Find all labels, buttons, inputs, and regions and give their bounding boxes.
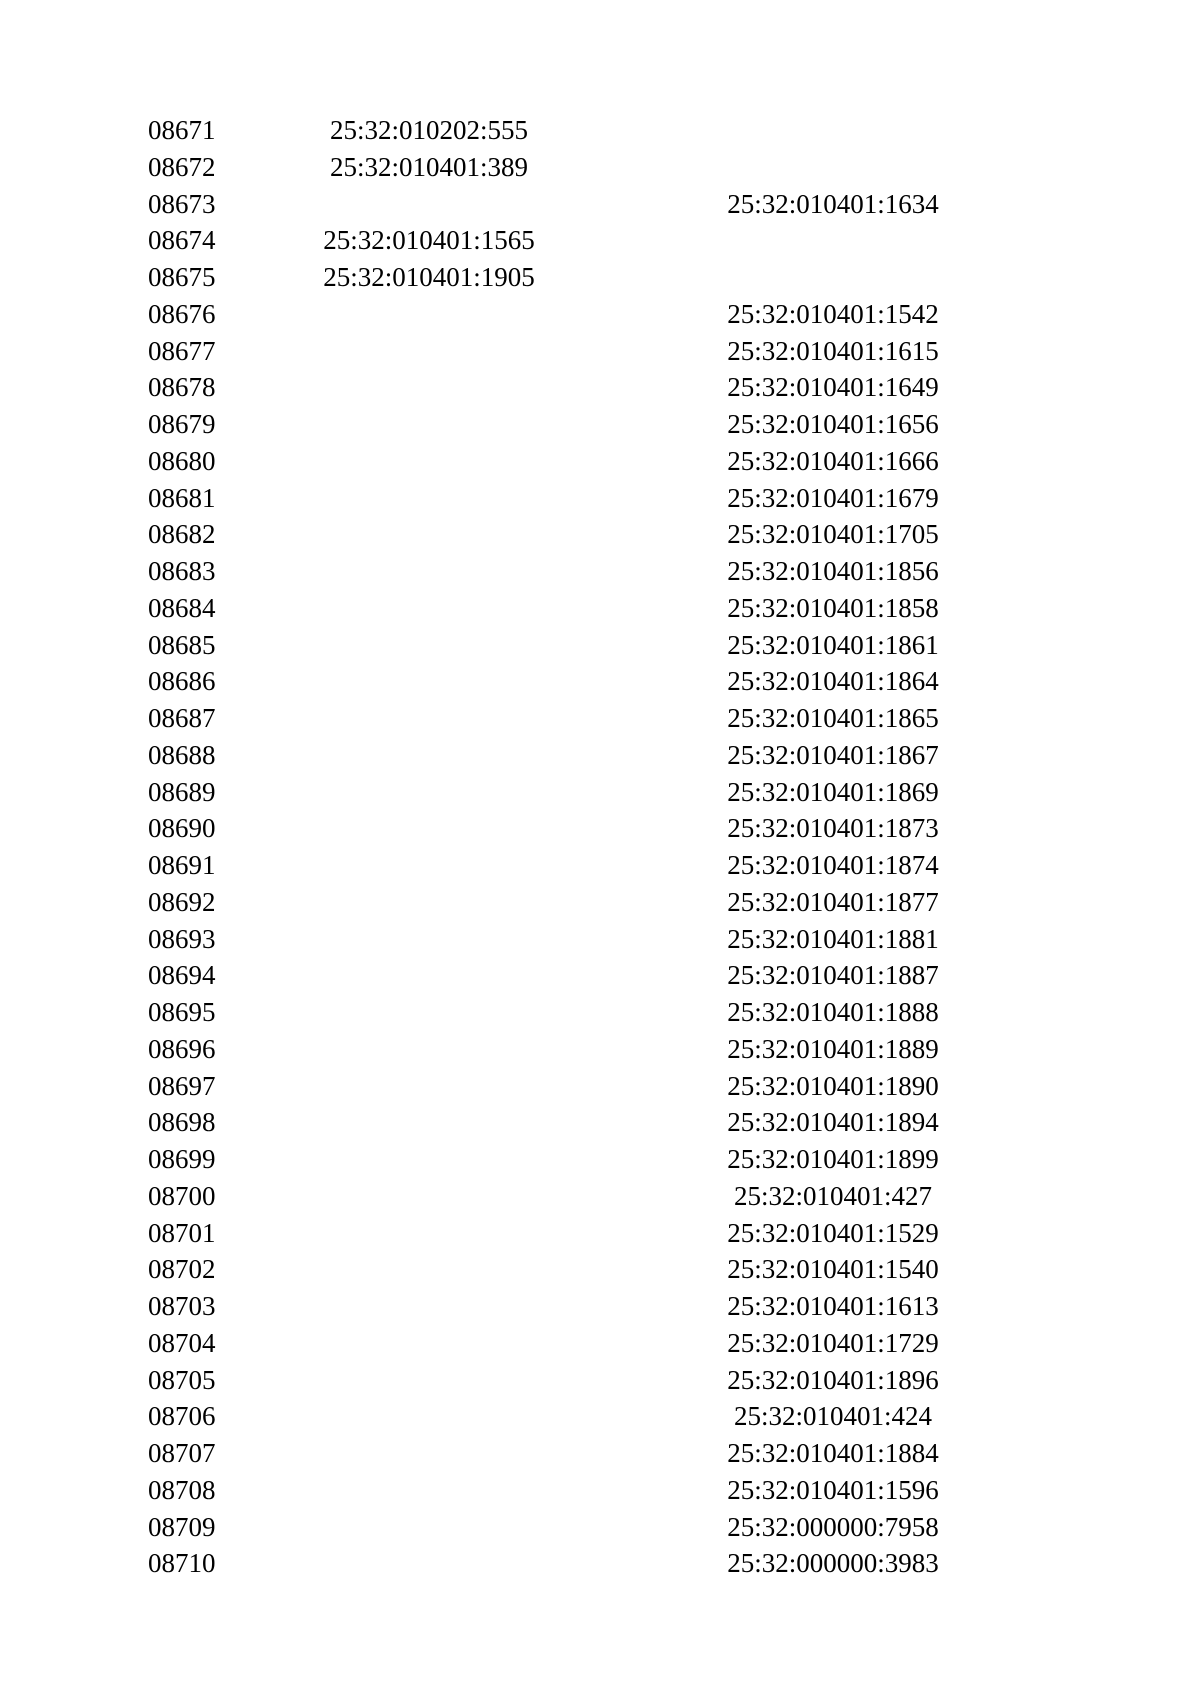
table-row <box>0 1545 1200 1582</box>
cadastral-number-col-b: 25:32:010401:424 <box>733 1401 933 1432</box>
row-number: 08710 <box>148 1548 216 1579</box>
row-number: 08675 <box>148 262 216 292</box>
table-row <box>0 590 1200 627</box>
row-number: 08698 <box>148 1107 216 1138</box>
cadastral-number-col-b: 25:32:010401:1887 <box>727 960 939 991</box>
table-row <box>0 1288 1200 1325</box>
cadastral-number-col-b: 25:32:010401:1615 <box>727 335 939 366</box>
cadastral-number-col-b: 25:32:010401:1596 <box>727 1474 939 1505</box>
table-row <box>0 333 1200 370</box>
table-row <box>0 296 1200 333</box>
cadastral-number-col-b: 25:32:010401:1869 <box>727 776 939 807</box>
row-number: 08706 <box>148 1401 216 1432</box>
row-number: 08689 <box>148 776 216 807</box>
row-number: 08693 <box>148 923 216 954</box>
cadastral-number-col-b: 25:32:010401:1540 <box>727 1254 939 1285</box>
cadastral-number-col-b: 25:32:010401:1649 <box>727 372 939 403</box>
table-row <box>0 1325 1200 1362</box>
cadastral-number-col-b: 25:32:010401:1873 <box>727 813 939 844</box>
table-row <box>0 1104 1200 1141</box>
table-row <box>0 627 1200 664</box>
table-row <box>0 1435 1200 1472</box>
cadastral-number-col-b: 25:32:010401:1894 <box>727 1107 939 1138</box>
row-number: 08671 <box>148 115 216 145</box>
table-row <box>0 663 1200 700</box>
cadastral-number-col-b: 25:32:010401:1889 <box>727 1033 939 1064</box>
table-row <box>0 1472 1200 1509</box>
table-row <box>0 406 1200 443</box>
table-row <box>0 1509 1200 1546</box>
table-row <box>0 994 1200 1031</box>
cadastral-number-col-b: 25:32:010401:1896 <box>727 1364 939 1395</box>
cadastral-number-col-b: 25:32:010401:1877 <box>727 886 939 917</box>
table-row <box>0 884 1200 921</box>
cadastral-number-col-b: 25:32:010401:1899 <box>727 1144 939 1174</box>
cadastral-number-col-b: 25:32:010401:1542 <box>727 298 939 329</box>
document-table <box>0 112 1200 1582</box>
table-row <box>0 1215 1200 1252</box>
cadastral-number-col-b: 25:32:010401:1888 <box>727 997 939 1027</box>
row-number: 08700 <box>148 1180 216 1211</box>
row-number: 08705 <box>148 1364 216 1395</box>
table-row <box>0 810 1200 847</box>
table-row <box>0 1141 1200 1178</box>
table-row <box>0 259 1200 296</box>
cadastral-number-col-b: 25:32:010401:1705 <box>727 519 939 550</box>
table-row <box>0 369 1200 406</box>
row-number: 08708 <box>148 1474 216 1505</box>
row-number: 08674 <box>148 225 216 256</box>
table-row <box>0 774 1200 811</box>
table-row <box>0 112 1200 149</box>
table-row <box>0 222 1200 259</box>
cadastral-number-col-a: 25:32:010202:555 <box>329 115 529 145</box>
table-row <box>0 847 1200 884</box>
table-row <box>0 921 1200 958</box>
cadastral-number-col-b: 25:32:010401:427 <box>733 1180 933 1211</box>
row-number: 08682 <box>148 519 216 550</box>
cadastral-number-col-b: 25:32:010401:1884 <box>727 1438 939 1468</box>
cadastral-number-col-b: 25:32:010401:1613 <box>727 1291 939 1321</box>
row-number: 08696 <box>148 1033 216 1064</box>
table-row <box>0 149 1200 186</box>
table-row <box>0 957 1200 994</box>
table-row <box>0 1031 1200 1068</box>
row-number: 08704 <box>148 1327 216 1358</box>
row-number: 08673 <box>148 188 216 219</box>
row-number: 08703 <box>148 1291 216 1321</box>
table-row <box>0 737 1200 774</box>
row-number: 08679 <box>148 409 216 439</box>
cadastral-number-col-b: 25:32:010401:1856 <box>727 556 939 586</box>
row-number: 08707 <box>148 1438 216 1468</box>
cadastral-number-col-b: 25:32:010401:1867 <box>727 739 939 770</box>
row-number: 08690 <box>148 813 216 844</box>
cadastral-number-col-b: 25:32:010401:1861 <box>727 629 939 660</box>
table-row <box>0 1251 1200 1288</box>
cadastral-number-col-b: 25:32:010401:1864 <box>727 666 939 697</box>
cadastral-number-col-b: 25:32:000000:7958 <box>727 1511 939 1542</box>
row-number: 08709 <box>148 1511 216 1542</box>
table-row <box>0 1398 1200 1435</box>
row-number: 08697 <box>148 1070 216 1101</box>
row-number: 08677 <box>148 335 216 366</box>
cadastral-number-col-b: 25:32:010401:1865 <box>727 703 939 733</box>
cadastral-number-col-b: 25:32:010401:1529 <box>727 1217 939 1248</box>
table-row <box>0 1178 1200 1215</box>
cadastral-number-col-a: 25:32:010401:389 <box>329 151 529 182</box>
row-number: 08676 <box>148 298 216 329</box>
cadastral-number-col-b: 25:32:010401:1634 <box>727 188 939 219</box>
row-number: 08688 <box>148 739 216 770</box>
row-number: 08701 <box>148 1217 216 1248</box>
row-number: 08692 <box>148 886 216 917</box>
row-number: 08694 <box>148 960 216 991</box>
table-row <box>0 700 1200 737</box>
row-number: 08672 <box>148 151 216 182</box>
cadastral-number-col-b: 25:32:010401:1890 <box>727 1070 939 1101</box>
row-number: 08702 <box>148 1254 216 1285</box>
cadastral-number-col-b: 25:32:010401:1656 <box>727 409 939 439</box>
cadastral-number-col-b: 25:32:010401:1679 <box>727 482 939 513</box>
table-row <box>0 1068 1200 1105</box>
row-number: 08684 <box>148 592 216 623</box>
row-number: 08680 <box>148 445 216 476</box>
table-row <box>0 480 1200 517</box>
row-number: 08687 <box>148 703 216 733</box>
cadastral-number-col-a: 25:32:010401:1905 <box>323 262 535 292</box>
table-row <box>0 186 1200 223</box>
cadastral-number-col-b: 25:32:010401:1729 <box>727 1327 939 1358</box>
row-number: 08678 <box>148 372 216 403</box>
table-row <box>0 443 1200 480</box>
table-row <box>0 516 1200 553</box>
row-number: 08695 <box>148 997 216 1027</box>
row-number: 08681 <box>148 482 216 513</box>
table-row <box>0 553 1200 590</box>
table-row <box>0 1362 1200 1399</box>
cadastral-number-col-b: 25:32:010401:1874 <box>727 850 939 880</box>
cadastral-number-col-b: 25:32:000000:3983 <box>727 1548 939 1579</box>
row-number: 08683 <box>148 556 216 586</box>
row-number: 08691 <box>148 850 216 880</box>
cadastral-number-col-b: 25:32:010401:1858 <box>727 592 939 623</box>
row-number: 08686 <box>148 666 216 697</box>
cadastral-number-col-b: 25:32:010401:1666 <box>727 445 939 476</box>
row-number: 08699 <box>148 1144 216 1174</box>
cadastral-number-col-a: 25:32:010401:1565 <box>323 225 535 256</box>
cadastral-number-col-b: 25:32:010401:1881 <box>727 923 939 954</box>
row-number: 08685 <box>148 629 216 660</box>
